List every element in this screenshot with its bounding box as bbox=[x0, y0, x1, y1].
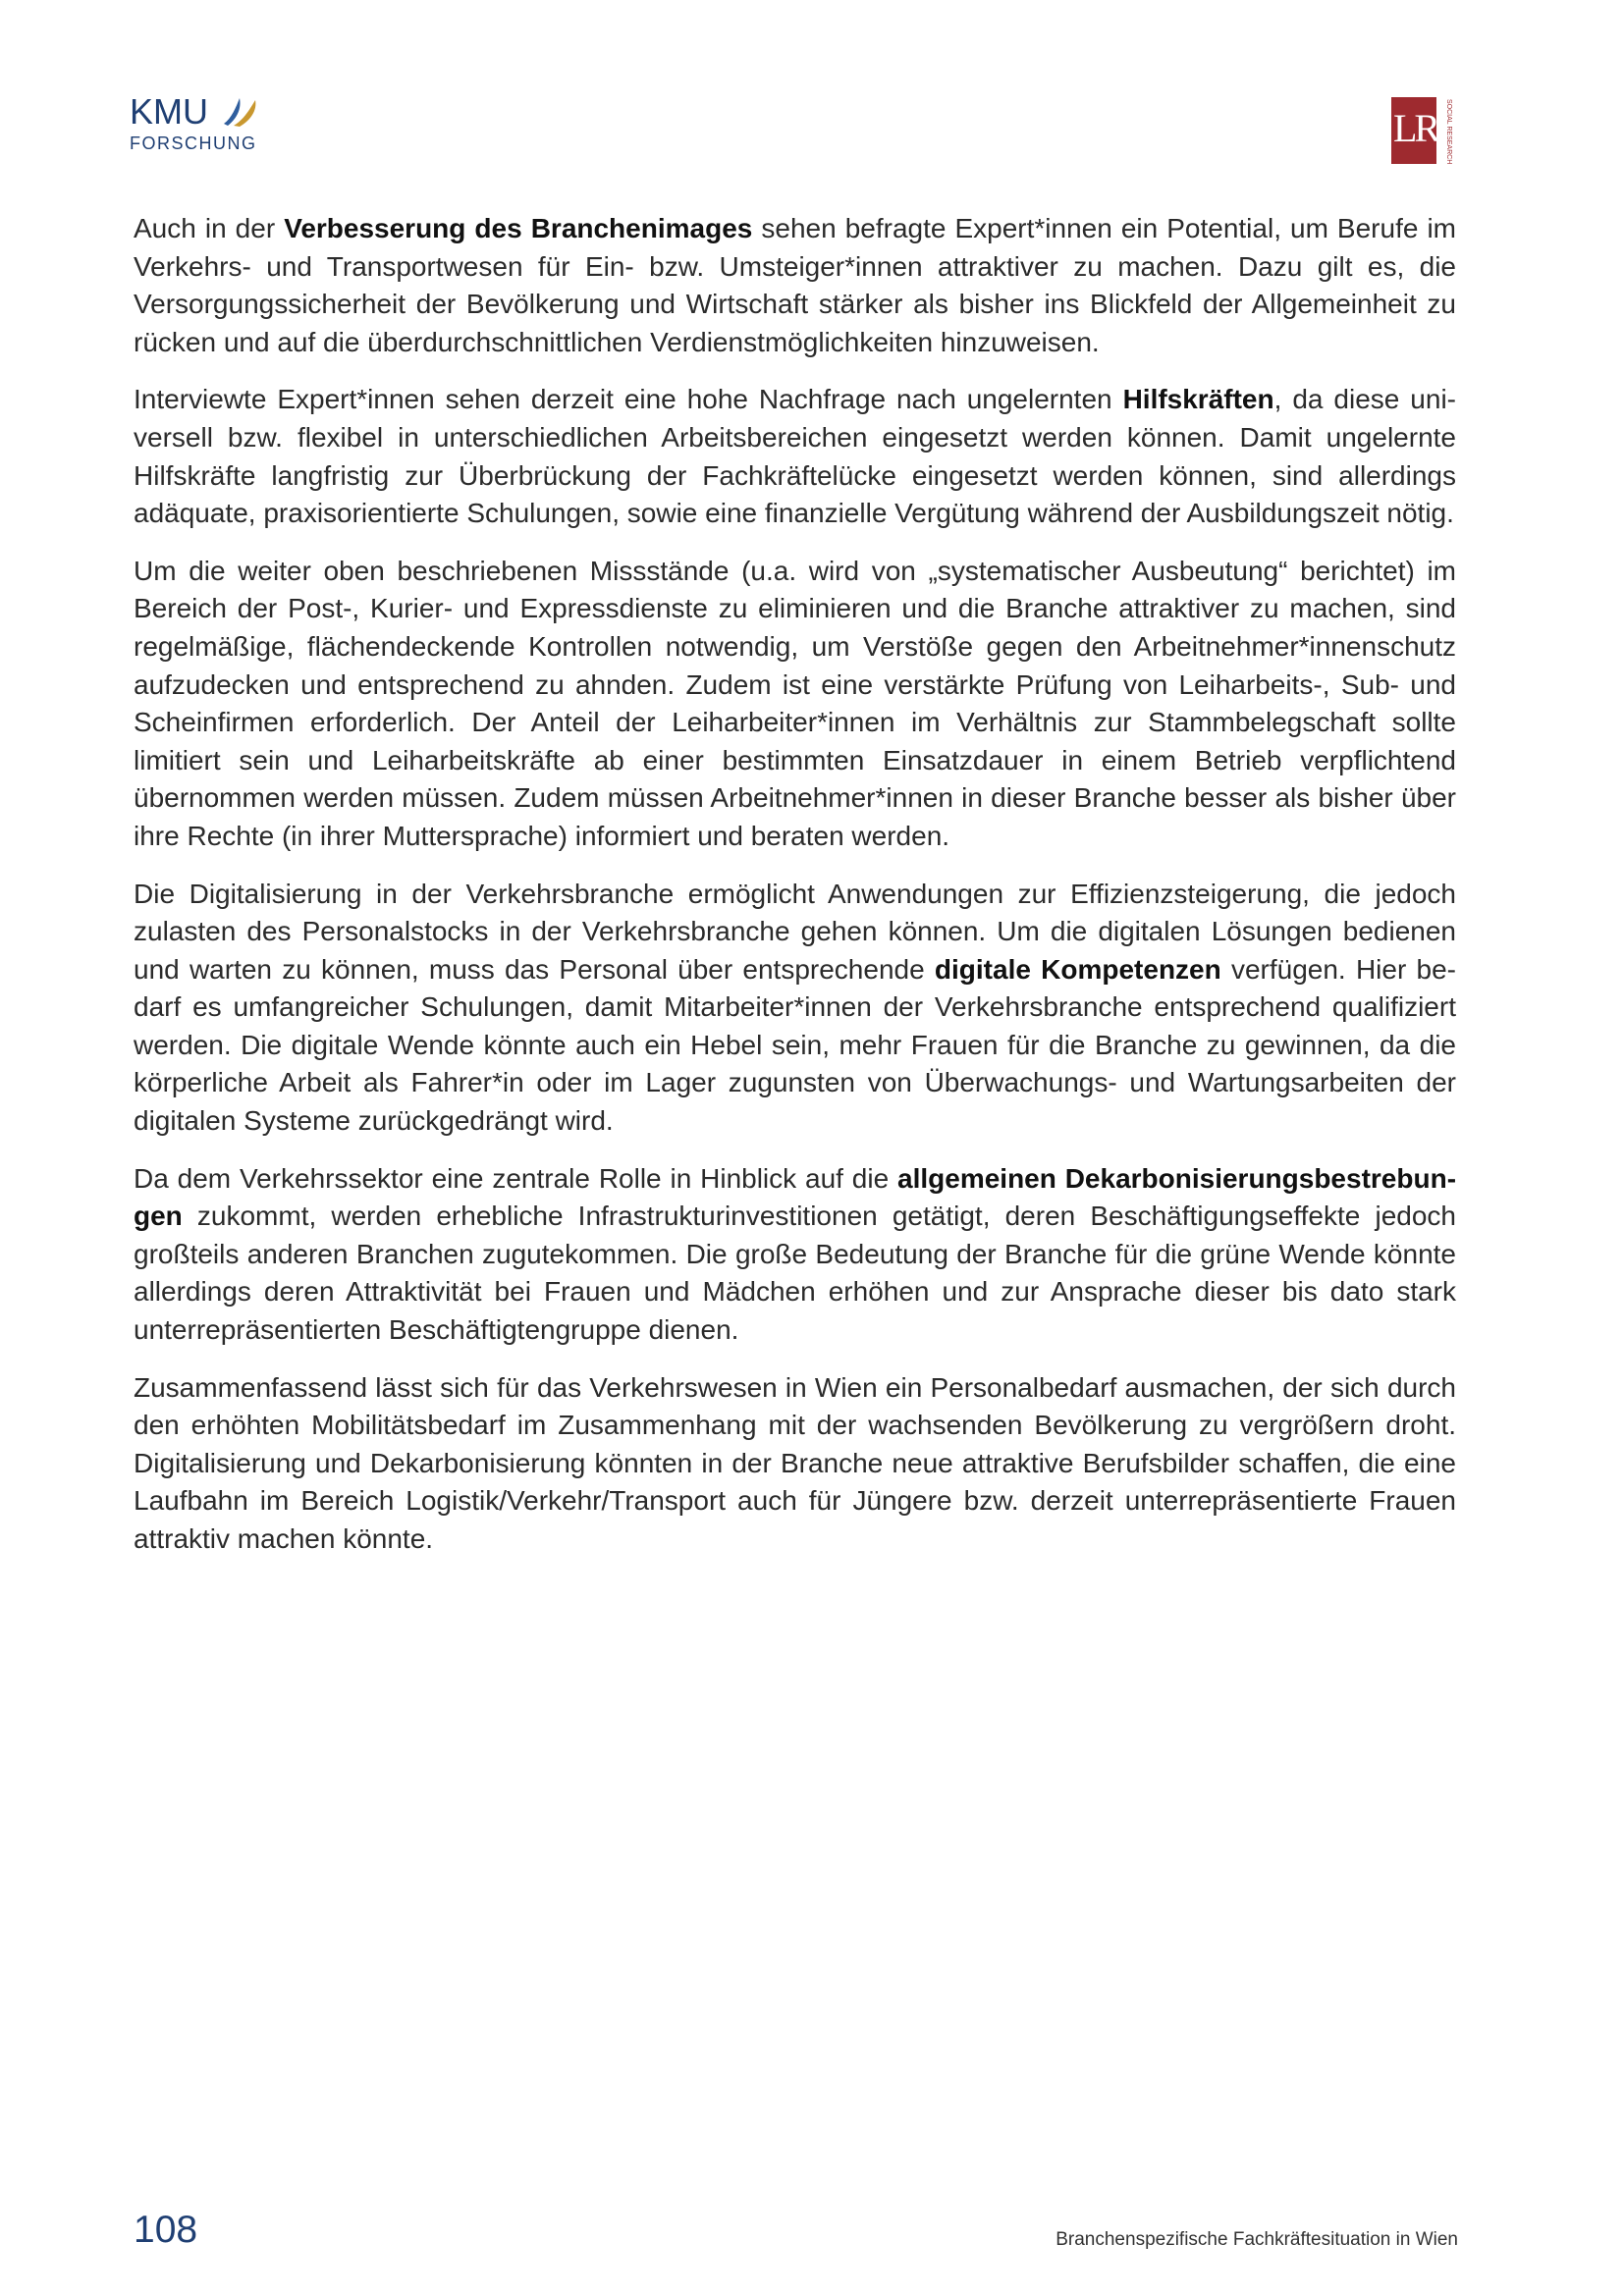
bold-term: allgemeinen Dekarbonisierungsbestrebungen bbox=[134, 1162, 1457, 1232]
lr-social-research-logo bbox=[1391, 97, 1450, 164]
paragraph bbox=[134, 1160, 1456, 1350]
text-run: Auch in der bbox=[134, 213, 285, 243]
bold-term: Hilfskräften bbox=[1122, 384, 1274, 415]
kmu-logo-word: KMU bbox=[130, 91, 208, 132]
lr-logo-box bbox=[1391, 97, 1436, 164]
text-run: Zusammenfassend lässt sich für das Verkehrswesen in Wien ein Personalbedarf ausmachen, der sich durch den erhöhten Mobilitätsbedarf im Zusammenhang mit der wachsenden Bevölkerung zu vergrößern droht. Digitalisierung und Dekarbonisierung könnten in der Branche neue attraktive Berufsbilder schaffen, die eine Laufbahn im Bereich Logistik/Verkehr/Transport auch für Jüngere bzw. derzeit unterrepräsentierte Frauen attraktiv machen könnte. bbox=[134, 1371, 1456, 1554]
running-footer-title: Branchenspezifische Fachkräftesituation in Wien bbox=[1056, 2229, 1458, 2250]
lr-side-text: SOCIAL RESEARCH bbox=[1445, 99, 1452, 165]
kmu-leaf-icon bbox=[220, 94, 263, 128]
bold-term: Verbesserung des Branchenimages bbox=[284, 213, 753, 243]
kmu-forschung-logo bbox=[130, 91, 267, 155]
paragraph bbox=[134, 1369, 1456, 1559]
text-run: Um die weiter oben beschriebenen Missstände (u.a. wird von „systematischer Ausbeutung“ berichtet) im Bereich der Post-, Kurier- und Expressdienste zu eliminieren und die Branche attraktiver zu machen, sind regelmäßige, flächendeckende Kontrollen notwendig, um Verstöße gegen den Arbeitnehmer*innenschutz aufzudecken und entsprechend zu ahnden. Zudem ist eine verstärkte Prüfung von Leiharbeits-, Sub- und Scheinfirmen erforderlich. Der Anteil der Leiharbeiter*innen im Verhältnis zur Stammbelegschaft sollte limitiert sein und Leiharbeitskräfte ab einer bestimmten Einsatzdauer in einem Betrieb verpflichtend übernommen werden müssen. Zudem müssen Arbeitnehmer*innen in dieser Branche besser als bisher über ihre Rechte (in ihrer Muttersprache) informiert und beraten werden. bbox=[134, 555, 1456, 851]
lr-logo-side-text bbox=[1438, 97, 1450, 164]
text-run: verfügen. Hier bedarf es umfangreicher Schulungen, damit Mitarbeiter*innen der Verkehrsbranche entsprechend qualifiziert werden. Die digitale Wende könnte auch ein Hebel sein, mehr Frauen für die Branche zu gewinnen, da die körperliche Arbeit als Fahrer*in oder im Lager zugunsten von Überwachungs- und Wartungsarbeiten der digitalen Systeme zurückgedrängt wird. bbox=[134, 953, 1456, 1137]
text-run: Die Digitalisierung in der Verkehrsbranche ermöglicht Anwendungen zur Effizienzsteigerung, die jedoch zulasten des Personalstocks in der Verkehrsbranche gehen können. Um die digitalen Lösungen bedienen und warten zu können, muss das Personal über entsprechende bbox=[134, 878, 1456, 985]
text-run: , da diese universell bzw. flexibel in unterschiedlichen Arbeitsbereichen eingesetzt werden können. Damit ungelernte Hilfskräfte langfristig zur Überbrückung der Fachkräftelücke eingesetzt werden können, sind allerdings adäquate, praxisorientierte Schulungen, sowie eine finanzielle Vergütung während der Ausbildungszeit nötig. bbox=[134, 384, 1456, 529]
text-run: Da dem Verkehrssektor eine zentrale Rolle in Hinblick auf die bbox=[134, 1162, 898, 1194]
lr-logo-letters: LR bbox=[1393, 106, 1438, 150]
paragraph bbox=[134, 381, 1456, 532]
text-run: Interviewte Expert*innen sehen derzeit eine hohe Nachfrage nach ungelernten bbox=[134, 384, 1123, 415]
bold-term: digitale Kompetenzen bbox=[934, 953, 1221, 985]
page-number: 108 bbox=[134, 2209, 198, 2251]
kmu-logo-subtitle: FORSCHUNG bbox=[130, 133, 257, 153]
text-run: sehen befragte Expert*innen ein Potential, um Berufe im Verkehrs- und Transportwesen für Ein- bzw. Umsteiger*innen attraktiver zu machen. Dazu gilt es, die Versorgungssicherheit der Bevölkerung und Wirtschaft stärker als bisher ins Blickfeld der Allgemeinheit zu rücken und auf die überdurchschnittlichen Verdienstmöglichkeiten hinzuweisen. bbox=[134, 213, 1456, 357]
text-run: zukommt, werden erhebliche Infrastrukturinvestitionen getätigt, deren Beschäftigungseffekte jedoch großteils anderen Branchen zugutekommen. Die große Bedeutung der Branche für die grüne Wende könnte allerdings deren Attraktivität bei Frauen und Mädchen erhöhen und zur Ansprache dieser bis dato stark unterrepräsentierten Beschäftigtengruppe dienen. bbox=[134, 1201, 1456, 1346]
paragraph bbox=[134, 876, 1456, 1141]
body-text bbox=[134, 210, 1456, 1578]
paragraph bbox=[134, 210, 1456, 361]
paragraph bbox=[134, 553, 1456, 856]
